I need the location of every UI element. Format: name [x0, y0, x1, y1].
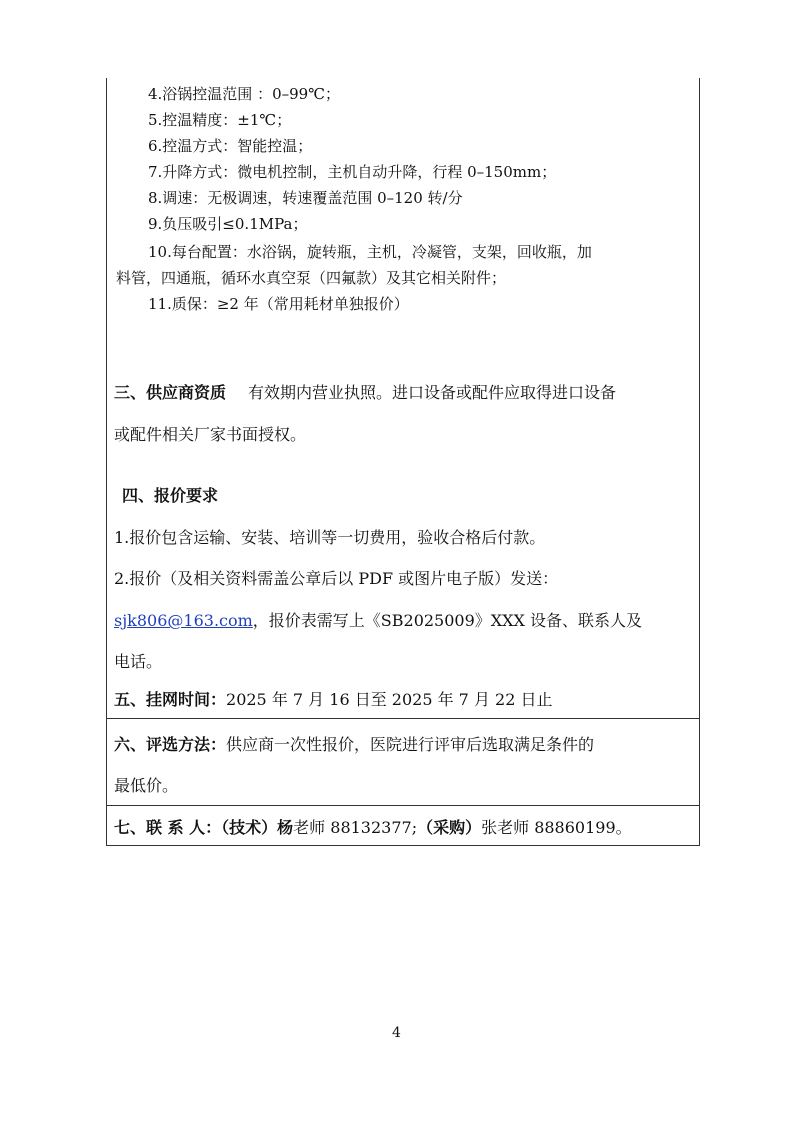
section-5-line: [114, 690, 552, 710]
section-3-line: [114, 383, 616, 403]
quote-requirement-2-rest: ，报价表需写上《SB2025009》XXX 设备、联系人及: [252, 611, 643, 630]
quote-requirement-2: 2.报价（及相关资料需盖公章后以 PDF 或图片电子版）发送：: [114, 569, 559, 588]
spec-item-4: 4.浴锅控温范围 ：0–99℃；: [148, 85, 340, 103]
spec-item-5: 5.控温精度：±1℃；: [148, 111, 292, 129]
spec-item-8: 8.调速：无极调速，转速覆盖范围 0–120 转/分: [148, 189, 463, 207]
section-7-line: [114, 818, 632, 838]
purchase-contact-label: （采购）: [417, 818, 482, 837]
section-6-text-continued: 最低价。: [114, 776, 179, 795]
spec-item-6: 6.控温方式：智能控温；: [148, 137, 313, 155]
section-6-heading: 六、评选方法：: [114, 735, 227, 754]
quote-requirement-1: 1.报价包含运输、安装、培训等一切费用，验收合格后付款。: [114, 528, 546, 547]
page-number: 4: [392, 1025, 401, 1041]
section-3-heading: 三、供应商资质: [114, 383, 227, 402]
spec-item-10-continued: 料管，四通瓶，循环水真空泵（四氟款）及其它相关附件；: [116, 269, 507, 287]
posting-period: 2025 年 7 月 16 日至 2025 年 7 月 22 日止: [226, 690, 553, 709]
section-3-text: 有效期内营业执照。进口设备或配件应取得进口设备: [248, 383, 617, 402]
quote-requirement-2-end: 电话。: [114, 652, 163, 671]
spec-item-9: 9.负压吸引≤0.1MPa；: [148, 215, 308, 233]
spec-item-11: 11.质保：≥2 年（常用耗材单独报价）: [148, 295, 409, 313]
section-4-heading: 四、报价要求: [122, 486, 219, 505]
quote-requirement-2-continued: [114, 611, 642, 631]
spec-item-7: 7.升降方式：微电机控制，主机自动升降，行程 0–150mm；: [148, 163, 557, 181]
section-6-text: 供应商一次性报价，医院进行评审后选取满足条件的: [226, 735, 595, 754]
section-5-heading: 五、挂网时间：: [114, 690, 227, 709]
spec-item-10: 10.每台配置：水浴锅，旋转瓶，主机，冷凝管，支架，回收瓶，加: [148, 243, 592, 261]
divider-line: [106, 805, 700, 806]
section-7-heading: 七、联 系 人：: [114, 818, 222, 837]
email-link[interactable]: sjk806@163.com: [114, 611, 253, 630]
divider-line: [106, 718, 700, 719]
section-6-line: [114, 735, 594, 755]
tech-contact: 老师 88132377;: [293, 818, 418, 837]
tech-contact-label: （技术）杨: [221, 818, 294, 837]
section-3-text-continued: 或配件相关厂家书面授权。: [114, 425, 307, 444]
purchase-contact: 张老师 88860199。: [481, 818, 632, 837]
